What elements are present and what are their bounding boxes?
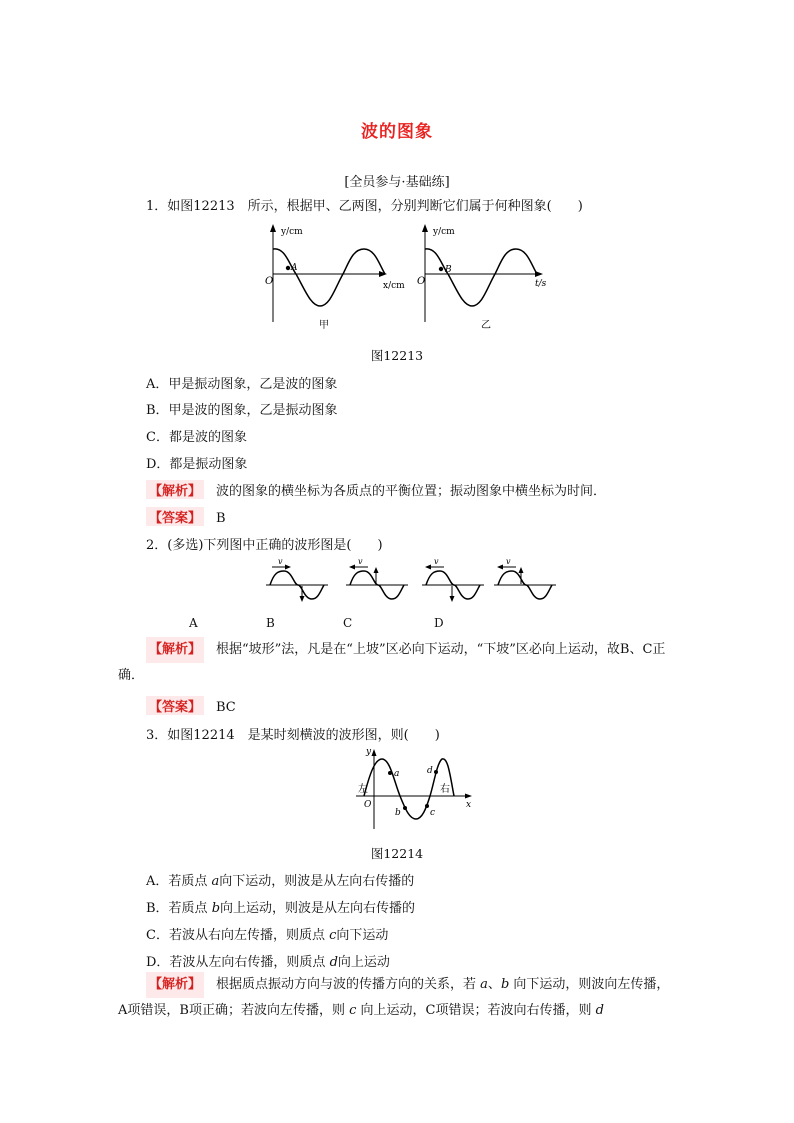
point-d bbox=[434, 770, 438, 774]
q3-option-d: D．若波从左向右传播，则质点 d向上运动 bbox=[146, 955, 390, 970]
section-heading: [全员参与·基础练] bbox=[344, 175, 450, 190]
x-axis-arrow bbox=[465, 794, 472, 799]
q1-figure bbox=[255, 222, 555, 337]
point-d-label: d bbox=[427, 766, 433, 776]
analysis-label: 【解析】 bbox=[146, 480, 204, 499]
q2-label-a: A bbox=[189, 616, 198, 630]
q1-stem: 1．如图12213 所示，根据甲、乙两图，分别判断它们属于何种图象( ) bbox=[146, 199, 583, 214]
q1-graph-yi bbox=[417, 224, 547, 331]
q1-option-d: D．都是振动图象 bbox=[146, 457, 248, 472]
velocity-label: v bbox=[278, 558, 283, 566]
motion-arrowhead bbox=[374, 567, 379, 573]
q1-option-b: B．甲是波的图象，乙是振动图象 bbox=[146, 403, 338, 418]
motion-arrowhead bbox=[300, 596, 305, 602]
origin-label: O bbox=[364, 800, 372, 810]
velocity-label: v bbox=[358, 558, 363, 566]
y-label: y bbox=[366, 747, 372, 757]
y-axis-arrow bbox=[422, 224, 428, 232]
q2-waveform-d bbox=[494, 558, 556, 599]
x-label: x bbox=[466, 800, 472, 810]
q3-analysis: 【解析】 根据质点振动方向与波的传播方向的关系，若 a、b 向下运动，则波向左传播，A项错误，B项正确；若波向左传播，则 c 向上运动，C项错误；若波向右传播，则 d bbox=[118, 972, 678, 1024]
q3-stem: 3．如图12214 是某时刻横波的波形图，则( ) bbox=[146, 728, 440, 743]
q3-figure bbox=[350, 745, 480, 835]
y-label: y/cm bbox=[433, 227, 455, 237]
q2-figure bbox=[262, 558, 562, 608]
velocity-arrowhead bbox=[425, 565, 431, 570]
velocity-arrowhead bbox=[285, 565, 291, 570]
q1-option-c: C．都是波的图象 bbox=[146, 430, 247, 445]
y-axis-arrow bbox=[372, 749, 377, 756]
velocity-arrowhead bbox=[349, 565, 355, 570]
left-label: 左 bbox=[358, 784, 368, 795]
point-a bbox=[388, 771, 392, 775]
graph-name: 乙 bbox=[481, 320, 491, 331]
answer-text: BC bbox=[216, 700, 236, 715]
wave-curve bbox=[273, 249, 385, 306]
q2-answer bbox=[146, 696, 236, 715]
point-b bbox=[439, 267, 443, 271]
q2-label-b: B bbox=[266, 616, 275, 630]
q3-option-b: B．若质点 b向上运动，则波是从左向右传播的 bbox=[146, 901, 416, 916]
q2-waveform-a bbox=[266, 558, 328, 602]
q3-caption: 图12214 bbox=[370, 846, 424, 861]
analysis-text: 波的图象的横坐标为各质点的平衡位置；振动图象中横坐标为时间． bbox=[216, 484, 607, 499]
motion-arrowhead bbox=[450, 596, 455, 602]
y-axis-arrow bbox=[270, 224, 276, 232]
y-label: y/cm bbox=[281, 227, 303, 237]
velocity-label: v bbox=[434, 558, 439, 566]
velocity-arrowhead bbox=[497, 565, 503, 570]
q1-graph-jia bbox=[265, 224, 405, 331]
q2-label-c: C bbox=[343, 616, 353, 630]
x-label: x/cm bbox=[383, 281, 405, 291]
q1-analysis bbox=[146, 480, 606, 499]
analysis-label: 【解析】 bbox=[146, 637, 204, 663]
answer-text: B bbox=[216, 511, 226, 526]
page-title: 波的图象 bbox=[361, 122, 433, 142]
right-label: 右 bbox=[440, 784, 450, 795]
q3-option-c: C．若波从右向左传播，则质点 c向下运动 bbox=[146, 928, 389, 943]
origin-label: O bbox=[417, 276, 426, 287]
graph-name: 甲 bbox=[319, 320, 329, 331]
point-a-label: a bbox=[394, 769, 400, 779]
velocity-label: v bbox=[506, 558, 511, 566]
q1-caption: 图12213 bbox=[370, 348, 424, 363]
point-b-label: b bbox=[395, 808, 401, 818]
q3-option-a: A．若质点 a向下运动，则波是从左向右传播的 bbox=[146, 874, 415, 889]
q2-waveform-b bbox=[346, 558, 408, 599]
q2-waveform-c bbox=[422, 558, 484, 602]
q2-stem: 2．(多选)下列图中正确的波形图是( ) bbox=[146, 538, 383, 553]
point-b bbox=[403, 806, 407, 810]
origin-label: O bbox=[265, 276, 274, 287]
point-label: A bbox=[291, 263, 298, 273]
answer-label: 【答案】 bbox=[146, 696, 204, 715]
q2-analysis bbox=[118, 637, 678, 689]
point-c bbox=[425, 804, 429, 808]
answer-label: 【答案】 bbox=[146, 507, 204, 526]
q1-option-a: A．甲是振动图象，乙是波的图象 bbox=[146, 377, 338, 392]
analysis-text: 根据“坡形”法，凡是在“上坡”区必向下运动，“下坡”区必向上运动，故B、C正确． bbox=[118, 642, 666, 683]
analysis-label: 【解析】 bbox=[146, 972, 204, 998]
x-label: t/s bbox=[535, 279, 547, 289]
point-label: B bbox=[445, 265, 452, 275]
q1-answer bbox=[146, 507, 226, 526]
point-c-label: c bbox=[430, 808, 436, 818]
point-a bbox=[286, 266, 290, 270]
motion-arrowhead bbox=[519, 567, 524, 573]
wave-curve bbox=[425, 249, 537, 306]
q2-label-d: D bbox=[434, 616, 444, 630]
